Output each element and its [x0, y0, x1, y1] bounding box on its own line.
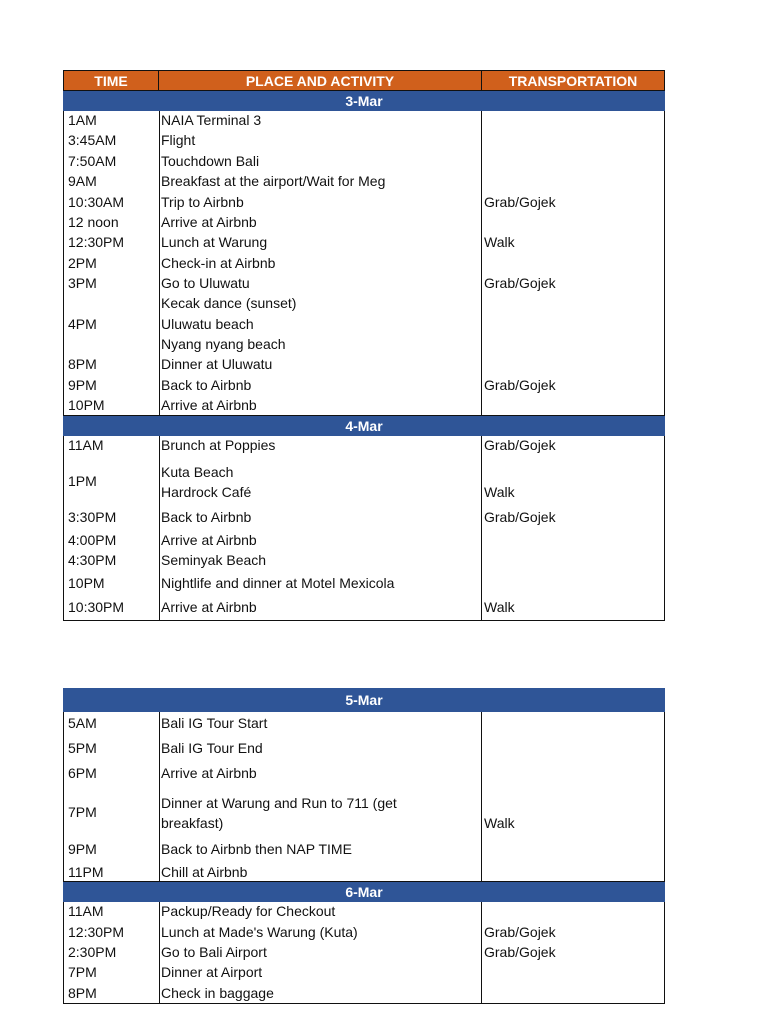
time-cell: 2PM — [68, 255, 97, 271]
activity-cell: Arrive at Airbnb — [161, 214, 257, 230]
activity-cell: Arrive at Airbnb — [161, 532, 257, 548]
activity-cell: Brunch at Poppies — [161, 437, 276, 453]
activity-cell: Uluwatu beach — [161, 316, 254, 332]
transport-cell: Grab/Gojek — [484, 509, 556, 525]
table-row — [64, 396, 664, 416]
activity-cell: Back to Airbnb — [161, 377, 252, 393]
activity-cell: Lunch at Made's Warung (Kuta) — [161, 924, 358, 940]
activity-cell: Check-in at Airbnb — [161, 255, 276, 271]
time-cell: 7:50AM — [68, 153, 117, 169]
header-time: TIME — [63, 70, 159, 91]
time-cell: 8PM — [68, 356, 97, 372]
table-row — [64, 294, 664, 314]
day-band: 4-Mar — [63, 416, 665, 436]
table-row — [64, 461, 664, 503]
table-row — [64, 355, 664, 375]
table-row — [64, 508, 664, 528]
activity-cell: Dinner at Warung and Run to 711 (get breakfast) — [161, 795, 397, 831]
table-row — [64, 840, 664, 860]
activity-cell: Bali IG Tour End — [161, 740, 263, 756]
activity-cell: Arrive at Airbnb — [161, 765, 257, 781]
time-cell: 9PM — [68, 841, 97, 857]
time-cell: 7PM — [68, 964, 97, 980]
time-cell: 4PM — [68, 316, 97, 332]
time-cell: 12:30PM — [68, 234, 125, 250]
table-row — [64, 193, 664, 213]
day-grid — [63, 712, 665, 882]
time-cell: 11AM — [68, 437, 104, 453]
activity-cell: Dinner at Airport — [161, 964, 263, 980]
time-cell: 4:00PM — [68, 532, 117, 548]
time-cell: 10PM — [68, 575, 105, 591]
activity-cell: Go to Uluwatu — [161, 275, 250, 291]
table-row — [64, 574, 664, 594]
table-row — [64, 902, 664, 922]
activity-cell: Breakfast at the airport/Wait for Meg — [161, 173, 386, 189]
table-row — [64, 923, 664, 943]
activity-cell: Arrive at Airbnb — [161, 599, 257, 615]
activity-cell: Go to Bali Airport — [161, 944, 267, 960]
time-cell: 6PM — [68, 765, 97, 781]
table-row — [64, 111, 664, 131]
time-cell: 3PM — [68, 275, 97, 291]
transport-cell: Grab/Gojek — [484, 944, 556, 960]
activity-cell: Trip to Airbnb — [161, 194, 244, 210]
activity-cell: Seminyak Beach — [161, 552, 267, 568]
day-grid — [63, 436, 665, 621]
table-row — [64, 943, 664, 963]
table-row — [64, 792, 664, 834]
table-row — [64, 963, 664, 983]
activity-cell: Packup/Ready for Checkout — [161, 903, 336, 919]
day-grid — [63, 111, 665, 416]
time-cell: 12:30PM — [68, 924, 125, 940]
time-cell: 5PM — [68, 740, 97, 756]
transport-cell: Walk — [484, 484, 515, 500]
table-row — [64, 335, 664, 355]
time-cell: 11PM — [68, 864, 104, 880]
table-row — [64, 274, 664, 294]
transport-cell: Grab/Gojek — [484, 275, 556, 291]
time-cell: 10:30PM — [68, 599, 125, 615]
header-activity: PLACE AND ACTIVITY — [158, 70, 482, 91]
activity-cell: Lunch at Warung — [161, 234, 268, 250]
table-row — [64, 531, 664, 551]
table-row — [64, 436, 664, 456]
time-cell: 5AM — [68, 715, 97, 731]
time-cell: 3:30PM — [68, 509, 117, 525]
table-row — [64, 315, 664, 335]
time-cell: 7PM — [68, 804, 97, 820]
table-row — [64, 598, 664, 618]
day-band: 5-Mar — [63, 688, 665, 712]
table-row — [64, 254, 664, 274]
table-row — [64, 213, 664, 233]
table-row — [64, 714, 664, 734]
transport-cell: Grab/Gojek — [484, 194, 556, 210]
header-row — [63, 70, 665, 91]
activity-cell: Kuta Beach Hardrock Café — [161, 464, 252, 500]
transport-cell: Walk — [484, 815, 515, 831]
time-cell: 2:30PM — [68, 944, 117, 960]
day-grid — [63, 902, 665, 1004]
time-cell: 1AM — [68, 112, 97, 128]
transport-cell: Grab/Gojek — [484, 437, 556, 453]
time-cell: 4:30PM — [68, 552, 117, 568]
time-cell: 8PM — [68, 985, 97, 1001]
activity-cell: Touchdown Bali — [161, 153, 260, 169]
time-cell: 1PM — [68, 473, 97, 489]
table-row — [64, 233, 664, 253]
activity-cell: Nyang nyang beach — [161, 336, 286, 352]
table-row — [64, 131, 664, 151]
time-cell: 11AM — [68, 903, 104, 919]
activity-cell: Check in baggage — [161, 985, 274, 1001]
activity-cell: Kecak dance (sunset) — [161, 295, 297, 311]
time-cell: 10PM — [68, 397, 105, 413]
time-cell: 9PM — [68, 377, 97, 393]
time-cell: 9AM — [68, 173, 97, 189]
table-row — [64, 152, 664, 172]
transport-cell: Grab/Gojek — [484, 924, 556, 940]
header-transport: TRANSPORTATION — [481, 70, 665, 91]
time-cell: 3:45AM — [68, 132, 117, 148]
transport-cell: Walk — [484, 599, 515, 615]
transport-cell: Walk — [484, 234, 515, 250]
activity-cell: Flight — [161, 132, 196, 148]
activity-cell: Chill at Airbnb — [161, 864, 248, 880]
table-row — [64, 172, 664, 192]
day-band: 6-Mar — [63, 882, 665, 902]
activity-cell: Dinner at Uluwatu — [161, 356, 273, 372]
table-row — [64, 984, 664, 1004]
table-row — [64, 863, 664, 883]
activity-cell: Nightlife and dinner at Motel Mexicola — [161, 575, 395, 591]
activity-cell: Back to Airbnb then NAP TIME — [161, 841, 352, 857]
table-row — [64, 764, 664, 784]
time-cell: 10:30AM — [68, 194, 125, 210]
transport-cell: Grab/Gojek — [484, 377, 556, 393]
table-row — [64, 739, 664, 759]
activity-cell: Bali IG Tour Start — [161, 715, 268, 731]
activity-cell: Arrive at Airbnb — [161, 397, 257, 413]
table-row — [64, 551, 664, 571]
table-row — [64, 376, 664, 396]
day-band: 3-Mar — [63, 91, 665, 111]
time-cell: 12 noon — [68, 214, 119, 230]
activity-cell: Back to Airbnb — [161, 509, 252, 525]
activity-cell: NAIA Terminal 3 — [161, 112, 262, 128]
